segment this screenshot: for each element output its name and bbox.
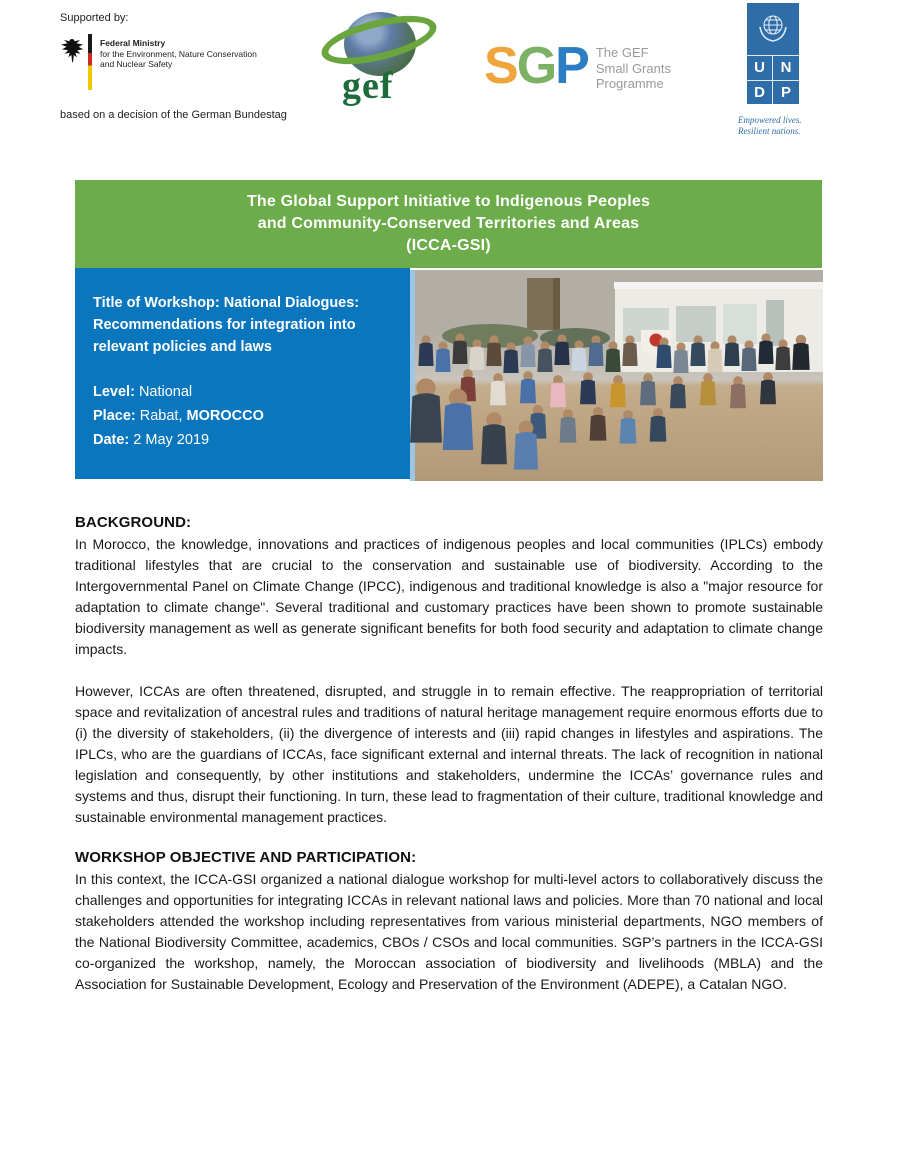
document-body (75, 514, 823, 995)
sgp-wordmark (484, 37, 588, 95)
undp-tagline (738, 115, 818, 137)
place-country: MOROCCO (186, 408, 264, 424)
ministry-name-line: Federal Ministry (100, 38, 166, 48)
date-label: Date: (93, 432, 130, 448)
ministry-name-line: for the Environment, Nature Conservation (100, 48, 257, 59)
background-paragraph-2: However, ICCAs are often threatened, disrupted, and struggle in to remain effective. The reappropriation of territorial space and revitalization of ancestral rules and traditions of natural heritage management require enormous efforts due to (i) the diversity of stakeholders, (ii) the divergence of interests and (iii) rapid changes in lifestyles and aspirations. The IPLCs, who are the guardians of ICCAs, face significant external and internal threats. The lack of recognition in national legislation and consequently, by other institutions and stakeholders, undermine the ICCAs’ governance rules and systems and thus, disrupt their functioning. In turn, these lead to fragmentation of their culture, traditional knowledge and sustainable environmental management practices. (75, 683, 823, 825)
un-emblem-icon (757, 11, 789, 47)
background-paragraph-1: In Morocco, the knowledge, innovations and practices of indigenous peoples and local communities (IPLCs) embody traditional lifestyles that are crucial to the conservation and sustainable use of biodiversity. According to the Intergovernmental Panel on Climate Change (IPCC), indigenous and traditional knowledge is also a "major resource for adaptation to climate change". Several traditional and customary practices have been shown to promote sustainable biodiversity management as well as generate significant benefits for both food security and adaptation to climate change impacts. (75, 536, 823, 657)
workshop-group-photo (410, 270, 823, 481)
sgp-tagline (596, 45, 671, 92)
workshop-title (93, 292, 393, 358)
objective-heading: WORKSHOP OBJECTIVE AND PARTICIPATION: (75, 849, 417, 866)
workshop-info-box (75, 268, 410, 479)
workshop-place-row (93, 404, 394, 428)
undp-logo-box (747, 3, 799, 104)
workshop-date-row (93, 428, 394, 452)
federal-eagle-icon (60, 37, 84, 65)
supported-by-label: Supported by: (60, 12, 129, 24)
gef-logo (322, 6, 442, 110)
sgp-tagline-line: The GEF (595, 45, 649, 60)
workshop-info-row (75, 268, 823, 479)
date-value: 2 May 2019 (133, 432, 210, 448)
undp-letter: D (747, 80, 773, 105)
title-banner (75, 180, 822, 268)
workshop-title-value: National Dialogues: Recommendations for integration into relevant policies and laws (93, 295, 360, 355)
place-city: Rabat, (139, 408, 183, 424)
undp-logo (738, 3, 802, 137)
level-label: Level: (93, 384, 135, 400)
banner-title-line: (ICCA-GSI) (406, 237, 491, 254)
undp-letter: N (773, 55, 799, 80)
sgp-letter-g: G (516, 37, 556, 95)
sgp-tagline-line: Small Grants (595, 60, 671, 76)
gef-wordmark: gef (342, 65, 394, 107)
group-photo-illustration (410, 270, 823, 481)
banner-title-line: The Global Support Initiative to Indigenous Peoples (246, 193, 651, 210)
undp-letter: P (773, 80, 799, 105)
sgp-logo (484, 37, 671, 95)
place-label: Place: (93, 408, 136, 424)
background-heading: BACKGROUND: (75, 514, 192, 531)
undp-letter: U (747, 55, 773, 80)
sgp-letter-p: P (555, 37, 588, 95)
objective-paragraph-1: In this context, the ICCA-GSI organized a national dialogue workshop for multi-level actors to collaboratively discuss the challenges and opportunities for integrating ICCAs in relevant national laws and policies. More than 70 national and local stakeholders attended the workshop including representatives from various ministerial departments, NGO members of the National Biodiversity Committee, academics, CBOs / CSOs and local communities. SGP’s partners in the ICCA-GSI co-organized the workshop, namely, the Moroccan association of biodiversity and livelihoods (MBLA) and the Association for Sustainable Development, Ecology and Preservation of the Environment (ADEPE), a Catalan NGO. (75, 871, 823, 992)
german-flag-stripe (88, 34, 92, 90)
undp-tagline-line: Resilient nations. (738, 126, 801, 136)
workshop-title-label: Title of Workshop: (93, 295, 220, 311)
sgp-letter-s: S (484, 37, 517, 95)
ministry-name (100, 34, 257, 70)
workshop-fields (93, 380, 394, 452)
undp-tagline-line: Empowered lives. (738, 115, 802, 125)
banner-title-line: and Community-Conserved Territories and Areas (257, 215, 640, 232)
sgp-tagline-line: Programme (595, 76, 664, 91)
ministry-name-line: and Nuclear Safety (100, 59, 173, 69)
workshop-level-row (93, 380, 394, 404)
header-logos (0, 0, 900, 160)
level-value: National (138, 384, 193, 400)
undp-letters (747, 55, 799, 104)
bundestag-note: based on a decision of the German Bundestag (60, 109, 287, 121)
german-ministry-logo (60, 34, 257, 90)
